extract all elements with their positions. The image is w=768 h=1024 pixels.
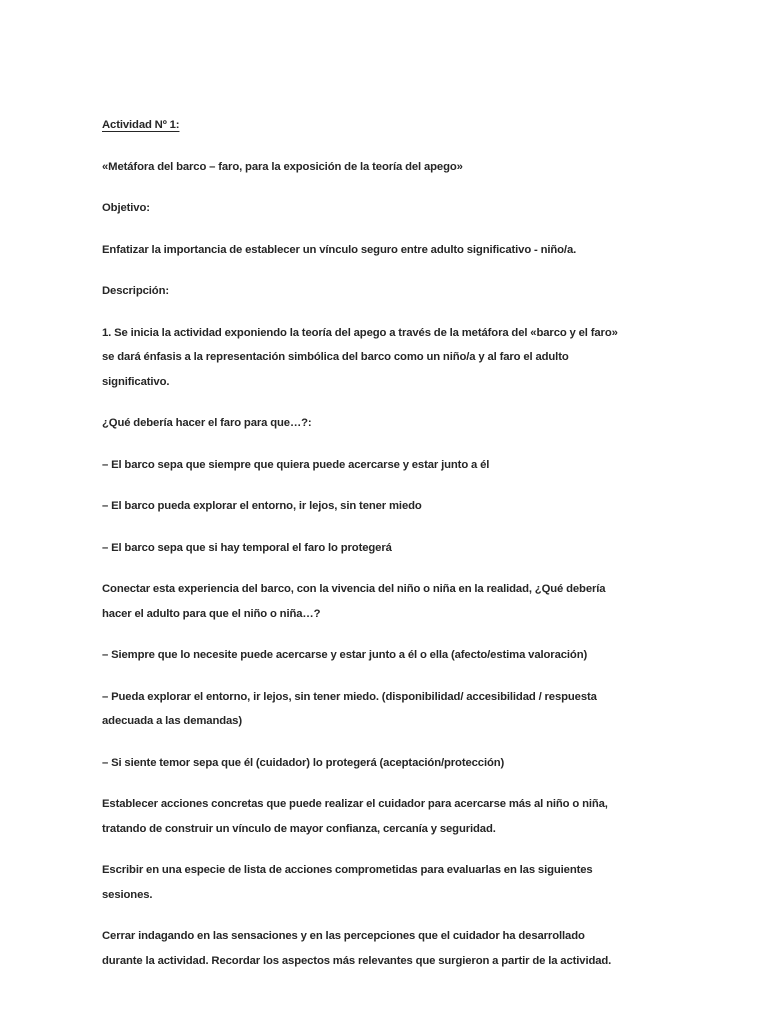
concrete-actions-line-1: Establecer acciones concretas que puede realizar el cuidador para acercarse más al niño o niña, <box>102 798 608 810</box>
connect-experience-question-line-2: hacer el adulto para que el niño o niña…? <box>102 607 321 620</box>
description-step-1 <box>102 321 666 395</box>
write-list-line-2: sesiones. <box>102 888 153 901</box>
adulto-item-1-line-1: – Siempre que lo necesite puede acercarse y estar junto a él o ella (afecto/estima valoración) <box>102 649 588 661</box>
adulto-item-3-line-1: – Si siente temor sepa que él (cuidador) lo protegerá (aceptación/protección) <box>102 756 505 769</box>
document-body <box>102 112 666 990</box>
objective-text-line-1: Enfatizar la importancia de establecer un vínculo seguro entre adulto significativo - niño/a. <box>102 243 577 256</box>
concrete-actions-line-2: tratando de construir un vínculo de mayor confianza, cercanía y seguridad. <box>102 822 496 835</box>
metaphor-subtitle-line-1: «Metáfora del barco – faro, para la exposición de la teoría del apego» <box>102 160 463 173</box>
connect-experience-question-line-1: Conectar esta experiencia del barco, con la vivencia del niño o niña en la realidad, ¿Qué debería <box>102 583 606 595</box>
write-list <box>102 858 666 907</box>
objective-text <box>102 238 666 263</box>
description-heading <box>102 279 666 304</box>
closing-line-2: durante la actividad. Recordar los aspectos más relevantes que surgieron a partir de la actividad. <box>102 954 612 967</box>
adulto-item-2-line-2: adecuada a las demandas) <box>102 715 242 727</box>
description-step-1-line-2: se dará énfasis a la representación simbólica del barco como un niño/a y al faro el adulto <box>102 351 569 363</box>
adulto-item-3 <box>102 751 666 776</box>
faro-item-3 <box>102 536 666 561</box>
faro-item-3-line-1: – El barco sepa que si hay temporal el faro lo protegerá <box>102 541 392 554</box>
faro-item-2 <box>102 494 666 519</box>
closing <box>102 924 666 973</box>
write-list-line-1: Escribir en una especie de lista de acciones comprometidas para evaluarlas en las siguientes <box>102 864 593 876</box>
adulto-item-2-line-1: – Pueda explorar el entorno, ir lejos, sin tener miedo. (disponibilidad/ accesibilidad / respuesta <box>102 690 597 703</box>
activity-title-wrap <box>102 112 666 138</box>
faro-item-1-line-1: – El barco sepa que siempre que quiera puede acercarse y estar junto a él <box>102 458 490 471</box>
description-step-1-line-1: 1. Se inicia la actividad exponiendo la teoría del apego a través de la metáfora del «barco y el faro» <box>102 326 618 339</box>
adulto-item-2 <box>102 685 666 734</box>
concrete-actions <box>102 792 666 841</box>
description-step-1-line-3: significativo. <box>102 375 170 388</box>
connect-experience-question <box>102 577 666 626</box>
adulto-item-1 <box>102 643 666 668</box>
faro-item-1 <box>102 453 666 478</box>
question-faro-heading <box>102 411 666 436</box>
closing-line-1: Cerrar indagando en las sensaciones y en las percepciones que el cuidador ha desarrollado <box>102 930 585 942</box>
objective-heading <box>102 196 666 221</box>
objective-heading-line-1: Objetivo: <box>102 202 150 214</box>
faro-item-2-line-1: – El barco pueda explorar el entorno, ir lejos, sin tener miedo <box>102 500 422 512</box>
activity-title: Actividad Nº 1: <box>102 119 180 131</box>
metaphor-subtitle <box>102 155 666 180</box>
description-heading-line-1: Descripción: <box>102 285 169 297</box>
question-faro-heading-line-1: ¿Qué debería hacer el faro para que…?: <box>102 417 312 429</box>
